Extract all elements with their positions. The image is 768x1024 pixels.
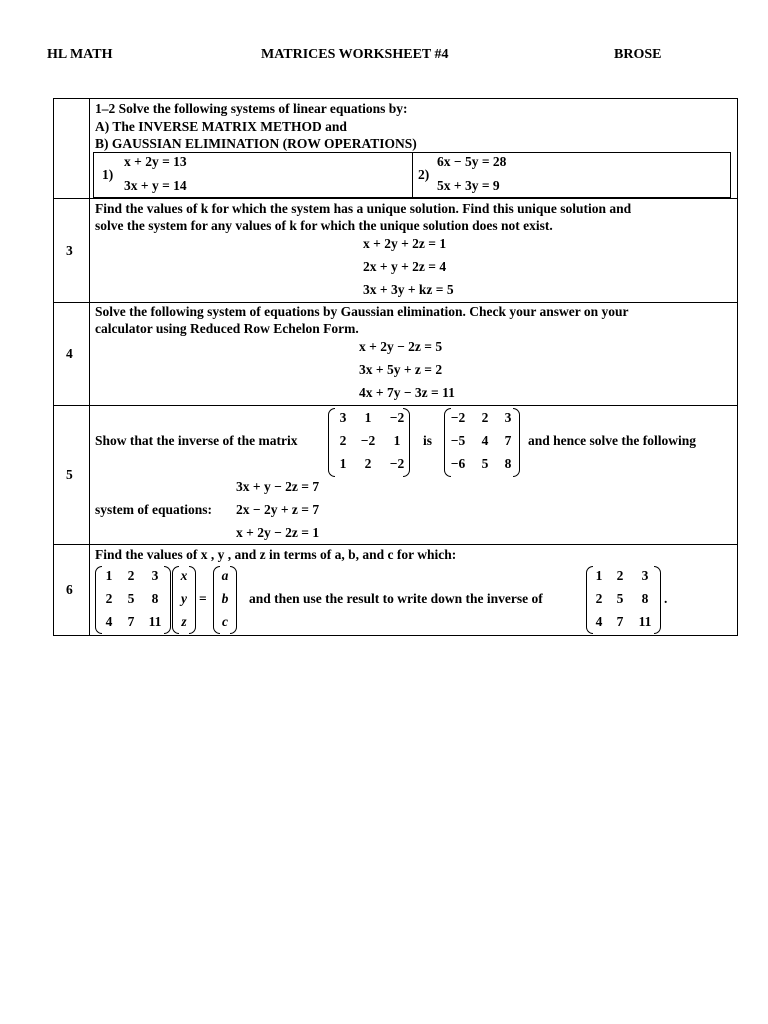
matrix-cell: 3 [151,568,159,583]
matrix-a-cell: 1 [364,410,372,425]
problem-3-line-1: Find the values of k for which the system has a unique solution. Find this unique solution and [95,201,632,216]
problem-1-label: 1) [102,167,114,182]
matrix-cell: 11 [148,614,162,629]
problem-5-equation-1: 3x + y − 2z = 7 [236,479,320,494]
problem-5-equation-2: 2x − 2y + z = 7 [236,502,320,517]
matrix-cell: 7 [127,614,135,629]
equals-sign: = [199,591,207,606]
problem-5-outro: and hence solve the following [528,433,697,448]
matrix-cell: 4 [595,614,603,629]
problem-1-2-line-1: 1–2 Solve the following systems of linear equations by: [95,101,408,116]
matrix-cell: 7 [616,614,624,629]
vector-cell: z [181,614,187,629]
header-left: HL MATH [47,47,113,62]
problem-2-label: 2) [418,167,430,182]
problem-3-number: 3 [66,243,73,258]
matrix-a-cell: 2 [364,456,372,471]
problem-6-number: 6 [66,582,73,597]
problem-4-line-2: calculator using Reduced Row Echelon Form. [95,321,359,336]
vector-cell: x [180,568,188,583]
matrix-b-cell: −5 [450,433,466,448]
matrix-cell: 8 [151,591,159,606]
matrix-a-cell: −2 [389,410,405,425]
worksheet-title: MATRICES WORKSHEET #4 [261,47,449,62]
problem-4-number: 4 [66,346,73,361]
problem-1-2-line-2: A) The INVERSE MATRIX METHOD and [95,119,347,134]
matrix-b-cell: −2 [450,410,466,425]
problem-6-period: . [664,591,668,606]
problem-5-is: is [423,433,433,448]
matrix-cell: 2 [616,568,624,583]
problem-4-equation-2: 3x + 5y + z = 2 [359,362,443,377]
problem-5-number: 5 [66,467,73,482]
problem-3-equation-3: 3x + 3y + kz = 5 [363,282,454,297]
matrix-a-cell: −2 [360,433,376,448]
vector-cell: b [221,591,229,606]
matrix-b-cell: 5 [481,456,489,471]
matrix-a-cell: 2 [339,433,347,448]
vector-cell: y [181,591,187,606]
problem-4-equation-1: x + 2y − 2z = 5 [359,339,443,354]
problem-3-equation-1: x + 2y + 2z = 1 [363,236,447,251]
matrix-cell: 5 [127,591,135,606]
problem-1-2-line-3: B) GAUSSIAN ELIMINATION (ROW OPERATIONS) [95,136,417,151]
problem-2-equation-2: 5x + 3y = 9 [437,178,500,193]
matrix-cell: 2 [105,591,113,606]
vector-cell: a [221,568,229,583]
problem-1-equation-1: x + 2y = 13 [124,154,187,169]
matrix-cell: 11 [638,614,652,629]
matrix-cell: 2 [595,591,603,606]
problem-6-text: and then use the result to write down the inverse of [249,591,543,606]
problem-5-equation-3: x + 2y − 2z = 1 [236,525,320,540]
problem-2-equation-1: 6x − 5y = 28 [437,154,507,169]
matrix-a-cell: 3 [339,410,347,425]
matrix-b-cell: −6 [450,456,466,471]
matrix-b-cell: 7 [504,433,512,448]
matrix-b-cell: 2 [481,410,489,425]
matrix-cell: 1 [105,568,113,583]
matrix-b-cell: 4 [481,433,489,448]
vector-cell: c [222,614,228,629]
matrix-cell: 1 [595,568,603,583]
matrix-cell: 2 [127,568,135,583]
problem-3-line-2: solve the system for any values of k for which the unique solution does not exist. [95,218,553,233]
matrix-a-cell: 1 [339,456,347,471]
matrix-cell: 5 [616,591,624,606]
matrix-b-cell: 3 [504,410,512,425]
problem-4-line-1: Solve the following system of equations by Gaussian elimination. Check your answer on your [95,304,629,319]
problem-6-line-1: Find the values of x , y , and z in terms of a, b, and c for which: [95,547,457,562]
problem-5-intro: Show that the inverse of the matrix [95,433,298,448]
problem-1-equation-2: 3x + y = 14 [124,178,187,193]
matrix-cell: 4 [105,614,113,629]
problem-4-equation-3: 4x + 7y − 3z = 11 [359,385,455,400]
problem-3-equation-2: 2x + y + 2z = 4 [363,259,447,274]
matrix-b-cell: 8 [504,456,512,471]
problem-5-system-label: system of equations: [95,502,212,517]
matrix-a-cell: 1 [393,433,401,448]
header-right: BROSE [614,47,662,62]
matrix-a-cell: −2 [389,456,405,471]
matrix-cell: 3 [641,568,649,583]
matrix-cell: 8 [641,591,649,606]
